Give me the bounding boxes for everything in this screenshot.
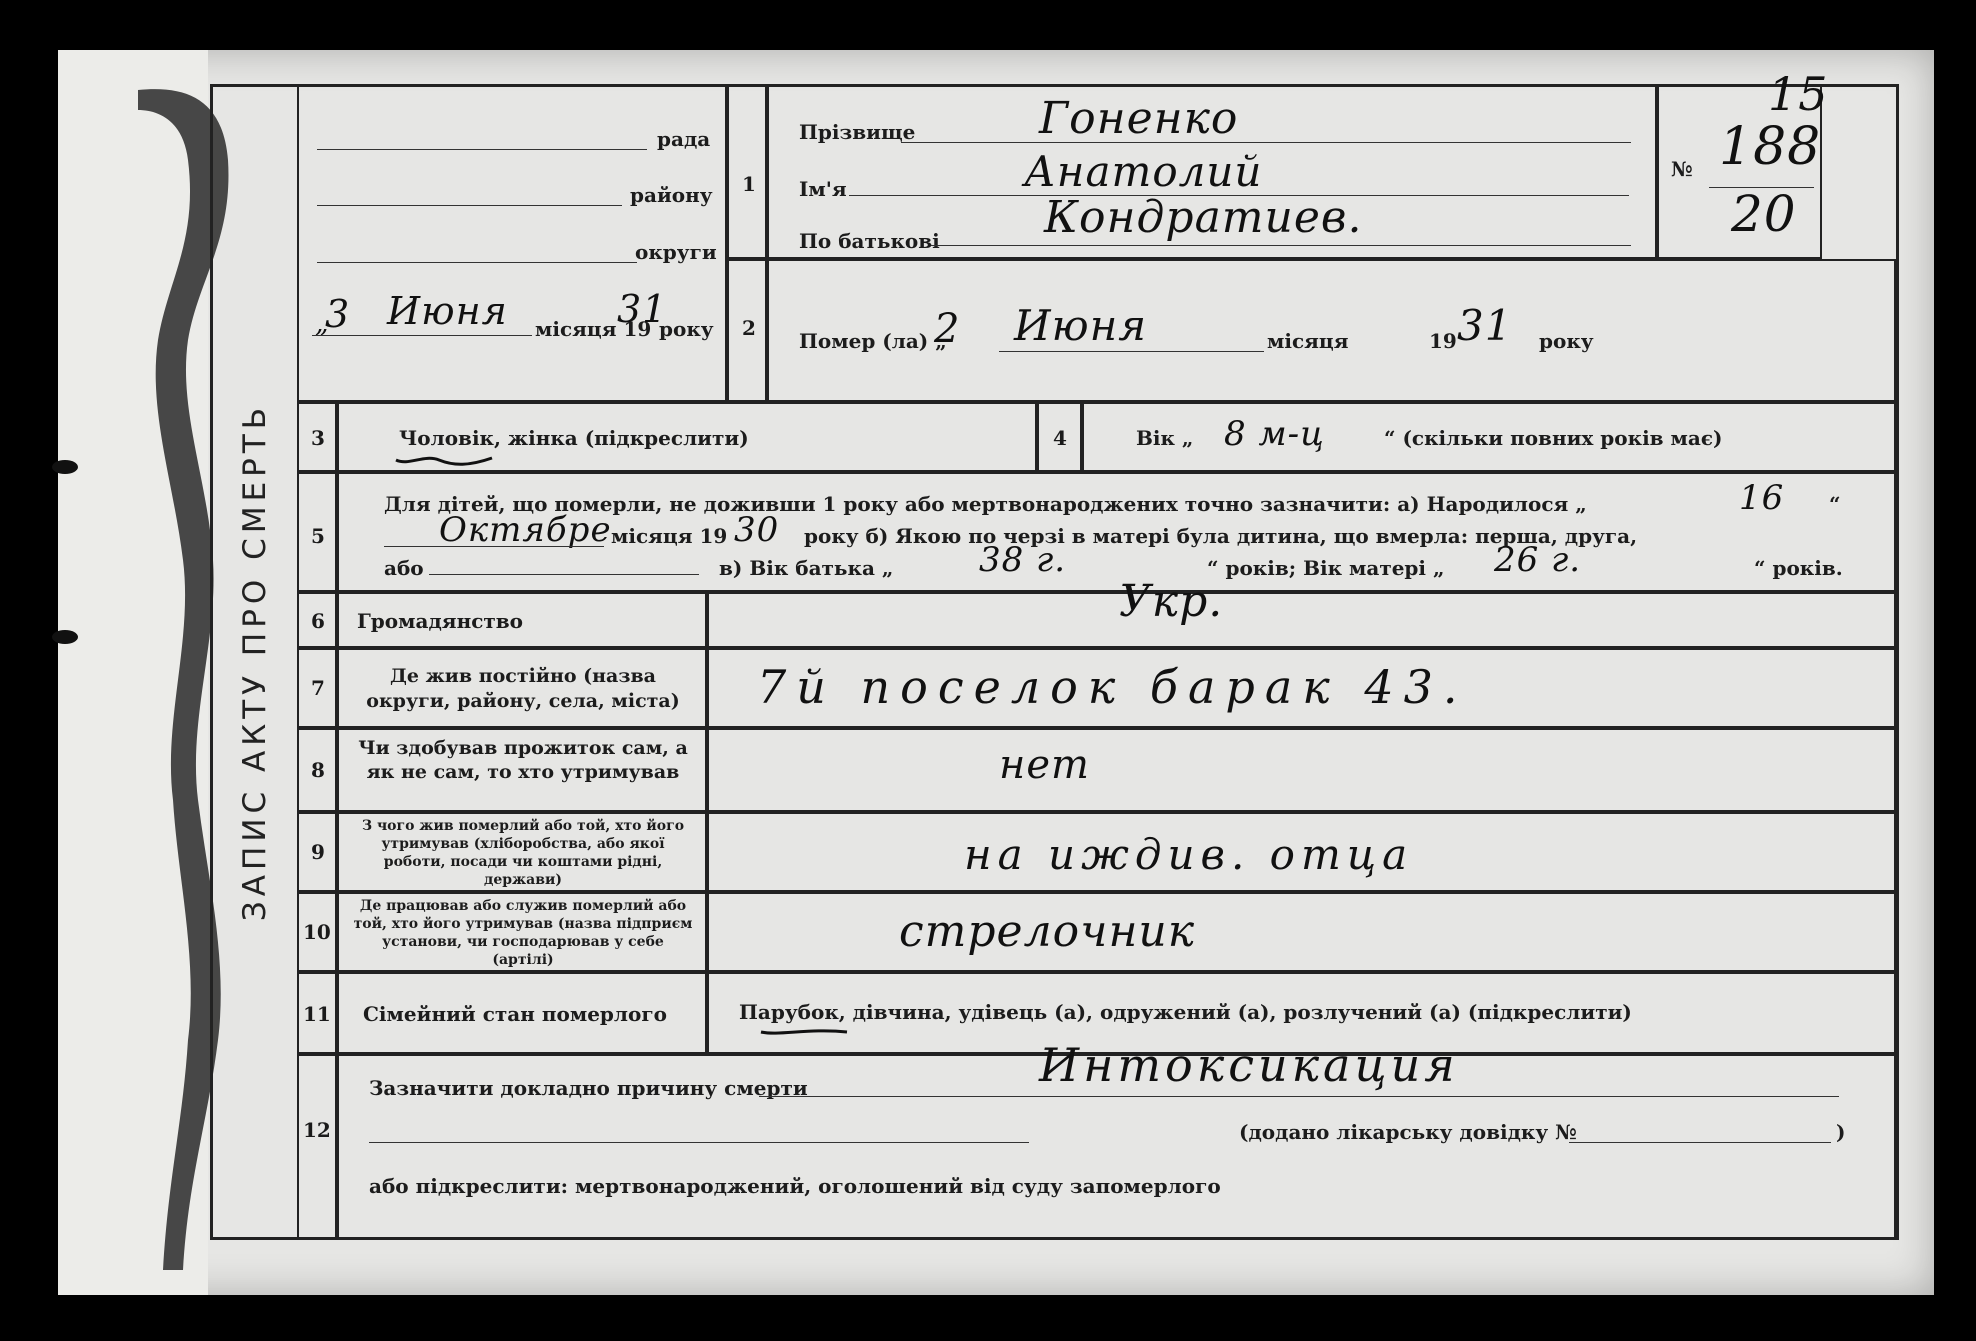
row-6-label-cell: [337, 592, 707, 648]
row-8-value-cell: [707, 728, 1896, 812]
death-record-form: [210, 67, 1899, 1240]
born-month: Октябре: [439, 510, 612, 550]
mother-age: 26 г.: [1494, 540, 1582, 580]
income-source-value: на иждив. отца: [964, 830, 1414, 879]
cause-value: Интоксикация: [1039, 1038, 1459, 1092]
side-title-text: ЗАПИС АКТУ ПРО СМЕРТЬ: [237, 402, 273, 922]
row-9-value-cell: [707, 812, 1896, 892]
row-4-age: [1082, 402, 1896, 472]
medical-cert-close: ): [1836, 1120, 1846, 1144]
binding-hole: [52, 460, 78, 474]
row-9-label-cell: [337, 812, 707, 892]
row-number-cell-5: 5: [297, 472, 337, 592]
row-7-value-cell: [707, 648, 1896, 728]
registration-year: 31: [617, 287, 668, 331]
registration-month: Июня: [387, 289, 508, 333]
infant-line-2: року б) Якою по черзі в матері була дитина, що вмерла: перша, друга,: [804, 524, 1638, 548]
row-1-name-block: [767, 87, 1657, 259]
row-6-value-cell: [707, 576, 1896, 648]
patronymic-label: По батькові: [799, 229, 940, 253]
death-month: Июня: [1014, 301, 1148, 350]
record-number-denominator: 20: [1731, 185, 1797, 243]
row-10-value-cell: [707, 892, 1896, 972]
stillborn-note: або підкреслити: мертвонароджений, оголошений від суду запомерлого: [369, 1174, 1221, 1198]
corner-annotation: 15: [1768, 67, 1829, 121]
raion-label: району: [630, 183, 713, 207]
row-8-label-cell: [337, 728, 707, 812]
death-month-label: місяця: [1267, 329, 1349, 353]
born-month-label: місяця 19: [611, 524, 728, 548]
born-day: 16: [1739, 478, 1785, 518]
marital-status-underline: [759, 1026, 849, 1038]
father-age: 38 г.: [979, 540, 1067, 580]
row-number-cell-8: 8: [297, 728, 337, 812]
marital-status-label: Сімейний стан померлого: [363, 1002, 667, 1026]
residence-label: Де жив постійно (назва округи, району, села, міста): [366, 665, 680, 712]
died-label: Помер (ла) „: [799, 329, 947, 353]
marital-status-options: Парубок, дівчина, удівець (а), одружений (а), розлучений (а) (підкреслити): [739, 1000, 1632, 1024]
born-year: 30: [734, 510, 780, 550]
row-number-cell-10: 10: [297, 892, 337, 972]
row-2-death-date: [767, 259, 1896, 402]
death-year-label: року: [1539, 329, 1594, 353]
record-number-value: 188: [1719, 117, 1822, 177]
registration-day-prefix: „: [315, 309, 330, 339]
years-label: “ років.: [1754, 556, 1843, 580]
row-number-cell-2: 2: [727, 259, 767, 402]
name-value: Анатолий: [1024, 147, 1263, 196]
row-number-cell-1: 1: [727, 87, 767, 259]
mother-age-label: “ років; Вік матері „: [1207, 556, 1445, 580]
father-age-label: в) Вік батька „: [719, 556, 894, 580]
document-paper: [58, 50, 1934, 1295]
registration-day: 3: [325, 292, 351, 336]
row-number-cell-11: 11: [297, 972, 337, 1054]
name-label: Ім'я: [799, 177, 847, 201]
row-10-label-cell: [337, 892, 707, 972]
okruhy-label: округи: [635, 240, 717, 264]
gender-label: Чоловік, жінка (підкреслити): [399, 426, 749, 450]
surname-value: Гоненко: [1039, 93, 1239, 144]
surname-label: Прізвище: [799, 120, 916, 144]
abo-label: або: [384, 556, 424, 580]
row-number-cell-6: 6: [297, 592, 337, 648]
registration-year-label: року: [659, 317, 714, 341]
row-number-cell-9: 9: [297, 812, 337, 892]
cause-label: Зазначити докладно причину смерти: [369, 1076, 808, 1100]
workplace-label: Де працював або служив померлий або той, хто його утримував (назва підприєм установи, чи господарював у себе (артілі): [353, 898, 693, 968]
header-location-block: [297, 87, 727, 402]
citizenship-value: Укр.: [1119, 576, 1224, 627]
income-source-label: З чого жив померлий або той, хто його утримував (хліборобства, або якої роботи, посади чи коштами рідні, держави): [361, 818, 685, 888]
age-label: Вік „: [1136, 426, 1194, 450]
binding-hole: [52, 630, 78, 644]
row-12-cause-of-death: [337, 1038, 1896, 1237]
form-side-title: [213, 87, 299, 1237]
patronymic-value: Кондратиев.: [1044, 192, 1363, 243]
medical-cert-label: (додано лікарську довідку №: [1239, 1120, 1577, 1144]
residence-value: 7й поселок барак 43.: [757, 660, 1468, 714]
rada-label: рада: [657, 127, 711, 151]
registration-month-label: місяця 19: [535, 317, 652, 341]
death-year-prefix: 19: [1429, 329, 1457, 353]
row-5-infant-info: Для дітей, що померли, не доживши 1 року або мертвонароджених точно зазначити: а) Народилося „ 16 “ Октябре місяця 19 30 року б) Якою по черзі в матері була дитина, що вмерла: перша, друга, або в) Вік батька „ 38 г. “ років; Вік матері „ 26 г. “ років.: [337, 472, 1896, 592]
death-year: 31: [1457, 301, 1513, 350]
record-number-label: №: [1671, 157, 1693, 181]
row-7-label-cell: [337, 648, 707, 728]
citizenship-label: Громадянство: [357, 609, 524, 633]
row-number-cell-3: 3: [297, 402, 337, 472]
row-number-cell-12: 12: [297, 1054, 337, 1237]
row-number-cell-4: 4: [1037, 402, 1082, 472]
row-11-label-cell: [337, 972, 707, 1054]
livelihood-label: Чи здобував прожиток сам, а як не сам, то хто утримував: [358, 737, 688, 783]
death-day: 2: [934, 306, 961, 352]
gender-underline: [394, 452, 494, 466]
row-number-cell-7: 7: [297, 648, 337, 728]
workplace-value: стрелочник: [899, 906, 1196, 957]
age-value: 8 м-ц: [1224, 414, 1325, 454]
row-3-gender: [337, 402, 1037, 472]
age-suffix: “ (скільки повних років має): [1384, 426, 1723, 450]
infant-line-1: Для дітей, що померли, не доживши 1 року або мертвонароджених точно зазначити: а) Народилося „: [384, 492, 1587, 516]
livelihood-value: нет: [999, 742, 1090, 788]
